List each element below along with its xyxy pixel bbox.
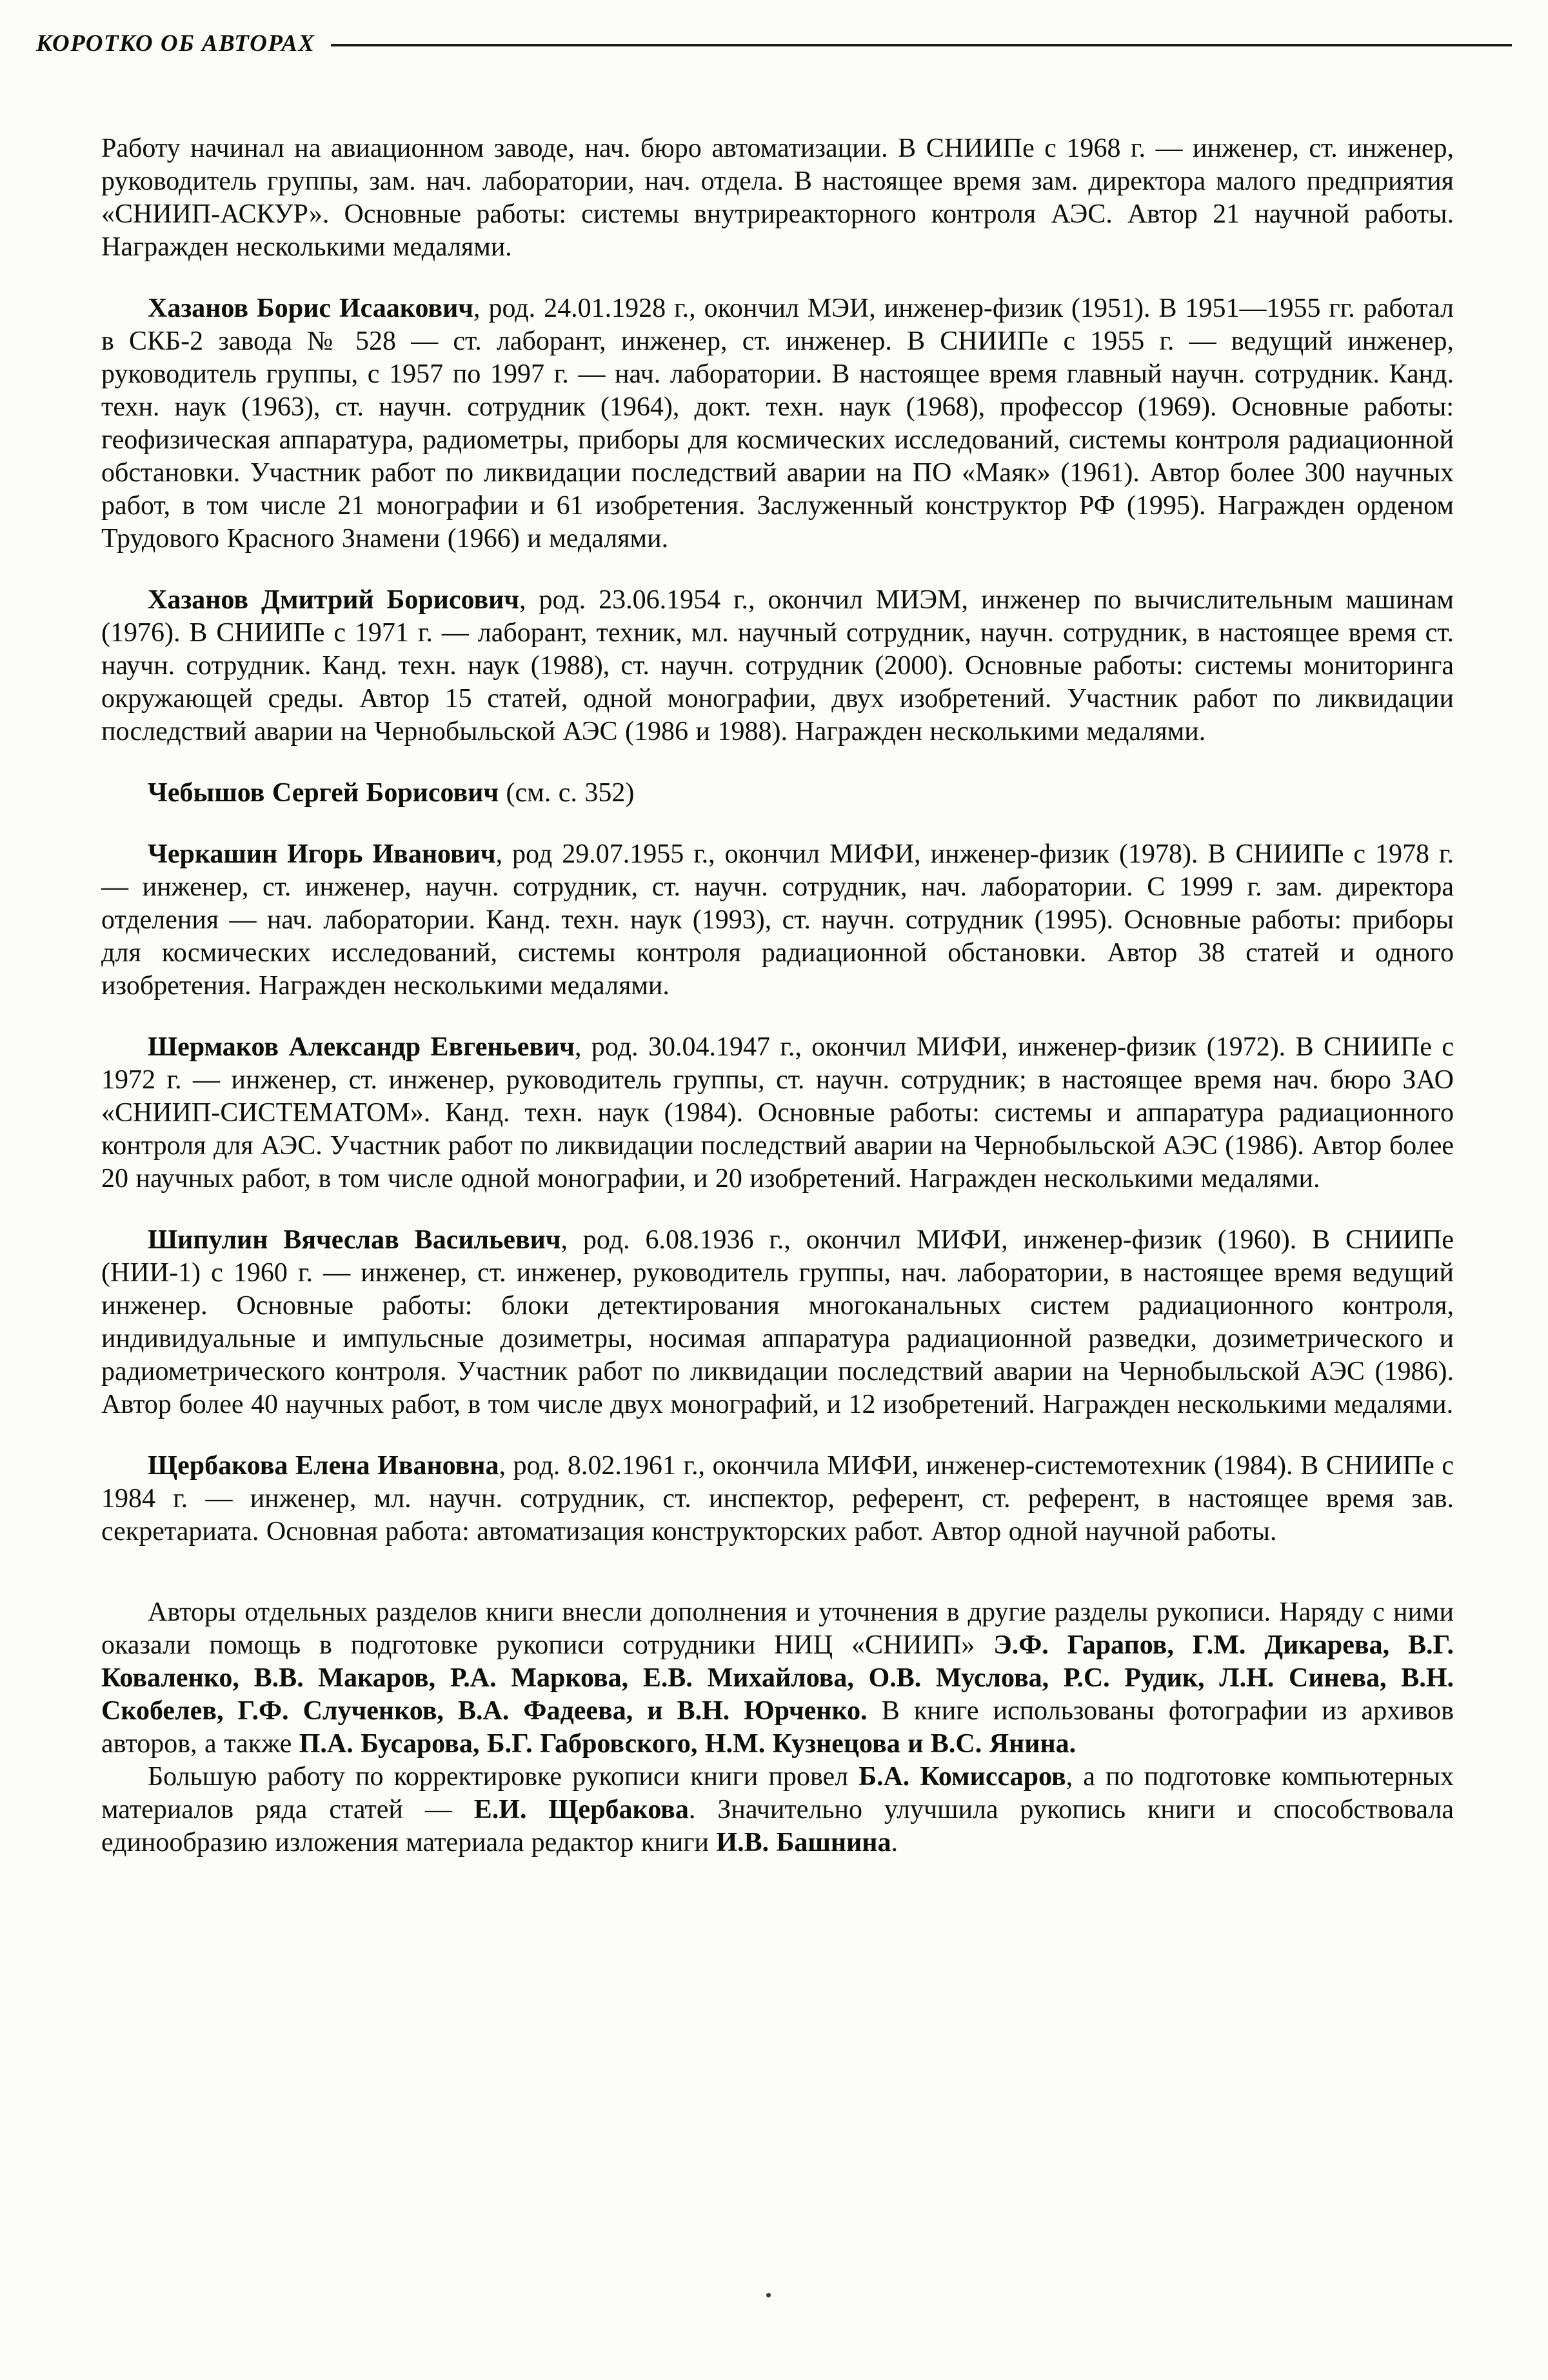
author-paragraph [101,132,1454,264]
author-paragraph [101,1450,1454,1548]
author-paragraph [101,1596,1454,1761]
paragraph-text: , род. 23.06.1954 г., окончил МИЭМ, инженер по вычислительным машинам (1976). В СНИИПе с 1971 г. — лаборант, техник, мл. научный сотрудник, научн. сотрудник, в настоящее время ст. научн. сотрудник. Канд. техн. наук (1988), ст. научн. сотрудник (2000). Основные работы: системы мониторинга окружающей среды. Автор 15 статей, одной монографии, двух изобретений. Участник работ по ликвидации последствий аварии на Чернобыльской АЭС (1986 и 1988). Награжден несколькими медалями. [101,585,1454,746]
paragraph-text: . [891,1828,898,1857]
author-name: П.А. Бусарова, Б.Г. Габровского, Н.М. Кузнецова и В.С. Янина. [299,1729,1077,1759]
author-name: Хазанов Борис Исаакович [148,294,473,323]
about-authors-text [101,132,1454,1859]
paragraph-text: , род. 24.01.1928 г., окончил МЭИ, инженер-физик (1951). В 1951—1955 гг. работал в СКБ-2 завода № 528 — ст. лаборант, инженер, ст. инженер. В СНИИПе с 1955 г. — ведущий инженер, руководитель группы, с 1957 по 1997 г. — нач. лаборатории. В настоящее время главный научн. сотрудник. Канд. техн. наук (1963), ст. научн. сотрудник (1964), докт. техн. наук (1968), профессор (1969). Основные работы: геофизическая аппаратура, радиометры, приборы для космических исследований, системы контроля радиационной обстановки. Участник работ по ликвидации последствий аварии на ПО «Маяк» (1961). Автор более 300 научных работ, в том числе 21 монографии и 61 изобретения. Заслуженный конструктор РФ (1995). Награжден орденом Трудового Красного Знамени (1966) и медалями. [101,294,1454,554]
author-name: Шипулин Вячеслав Васильевич [148,1225,561,1255]
author-paragraph [101,838,1454,1003]
scan-artifact-dot [766,2293,771,2297]
author-paragraph [101,292,1454,555]
author-name: Черкашин Игорь Иванович [148,839,496,869]
author-name: Чебышов Сергей Борисович [148,778,499,808]
paragraph-text: , а по подготовке компьютерных материалов ряда статей — [101,1762,1454,1825]
author-name: Э.Ф. Гарапов, Г.М. Дикарева, В.Г. Коваленко, В.В. Макаров, Р.А. Маркова, Е.В. Михайлова, О.В. Муслова, Р.С. Рудик, Л.Н. Синева, В.Н. Скобелев, Г.Ф. Слученков, В.А. Фадеева, и В.Н. Юрченко. [101,1630,1454,1726]
paragraph-text: , род. 8.02.1961 г., окончила МИФИ, инженер-системотехник (1984). В СНИИПе с 1984 г. — инженер, мл. научн. сотрудник, ст. инспектор, референт, ст. референт, в настоящее время зав. секретариата. Основная работа: автоматизация конструкторских работ. Автор одной научной работы. [101,1451,1454,1546]
author-name: И.В. Башнина [716,1828,891,1857]
paragraph-text: Авторы отдельных разделов книги внесли дополнения и уточнения в другие разделы рукописи. Наряду с ними оказали помощь в подготовке рукописи сотрудники НИЦ «СНИИП» [101,1597,1454,1660]
running-head [0,0,1548,57]
author-paragraph [101,1031,1454,1195]
author-name: Шермаков Александр Евгеньевич [148,1032,575,1062]
author-name: Е.И. Щербакова [473,1795,689,1825]
author-name: Щербакова Елена Ивановна [148,1451,499,1481]
paragraph-text: Работу начинал на авиационном заводе, нач. бюро автоматизации. В СНИИПе с 1968 г. — инженер, ст. инженер, руководитель группы, зам. нач. лаборатории, нач. отдела. В настоящее время зам. директора малого предприятия «СНИИП-АСКУР». Основные работы: системы внутриреакторного контроля АЭС. Автор 21 научной работы. Награжден несколькими медалями. [101,134,1454,262]
paragraph-text: , род. 6.08.1936 г., окончил МИФИ, инженер-физик (1960). В СНИИПе (НИИ-1) с 1960 г. — инженер, ст. инженер, руководитель группы, нач. лаборатории, в настоящее время ведущий инженер. Основные работы: блоки детектирования многоканальных систем радиационного контроля, индивидуальные и импульсные дозиметры, носимая аппаратура радиационной разведки, дозиметрического и радиометрического контроля. Участник работ по ликвидации последствий аварии на Чернобыльской АЭС (1986). Автор более 40 научных работ, в том числе двух монографий, и 12 изобретений. Награжден несколькими медалями. [101,1225,1454,1419]
page-header-title: КОРОТКО ОБ АВТОРАХ [36,30,315,57]
paragraph-text: В книге использованы фотографии из архивов авторов, а также [101,1696,1454,1759]
paragraph-text: . Значительно улучшила рукопись книги и способствовала единообразию изложения материала редактор книги [101,1795,1454,1857]
author-paragraph [101,584,1454,748]
author-paragraph [101,777,1454,810]
author-paragraph [101,1761,1454,1859]
author-paragraph [101,1224,1454,1421]
paragraph-text: , род 29.07.1955 г., окончил МИФИ, инженер-физик (1978). В СНИИПе с 1978 г. — инженер, ст. инженер, научн. сотрудник, ст. научн. сотрудник, нач. лаборатории. С 1999 г. зам. директора отделения — нач. лаборатории. Канд. техн. наук (1993), ст. научн. сотрудник (1995). Основные работы: приборы для космических исследований, системы контроля радиационной обстановки. Автор 38 статей и одного изобретения. Награжден несколькими медалями. [101,839,1454,1001]
header-rule [331,44,1512,46]
author-name: Хазанов Дмитрий Борисович [148,585,520,615]
paragraph-text: , род. 30.04.1947 г., окончил МИФИ, инженер-физик (1972). В СНИИПе с 1972 г. — инженер, ст. инженер, руководитель группы, ст. научн. сотрудник; в настоящее время нач. бюро ЗАО «СНИИП-СИСТЕМАТОМ». Канд. техн. наук (1984). Основные работы: системы и аппаратура радиационного контроля для АЭС. Участник работ по ликвидации последствий аварии на Чернобыльской АЭС (1986). Автор более 20 научных работ, в том числе одной монографии, и 20 изобретений. Награжден несколькими медалями. [101,1032,1454,1194]
paragraph-text: (см. с. 352) [499,778,635,808]
author-name: Б.А. Комиссаров [858,1762,1066,1792]
paragraph-text: Большую работу по корректировке рукописи книги провел [148,1762,859,1792]
